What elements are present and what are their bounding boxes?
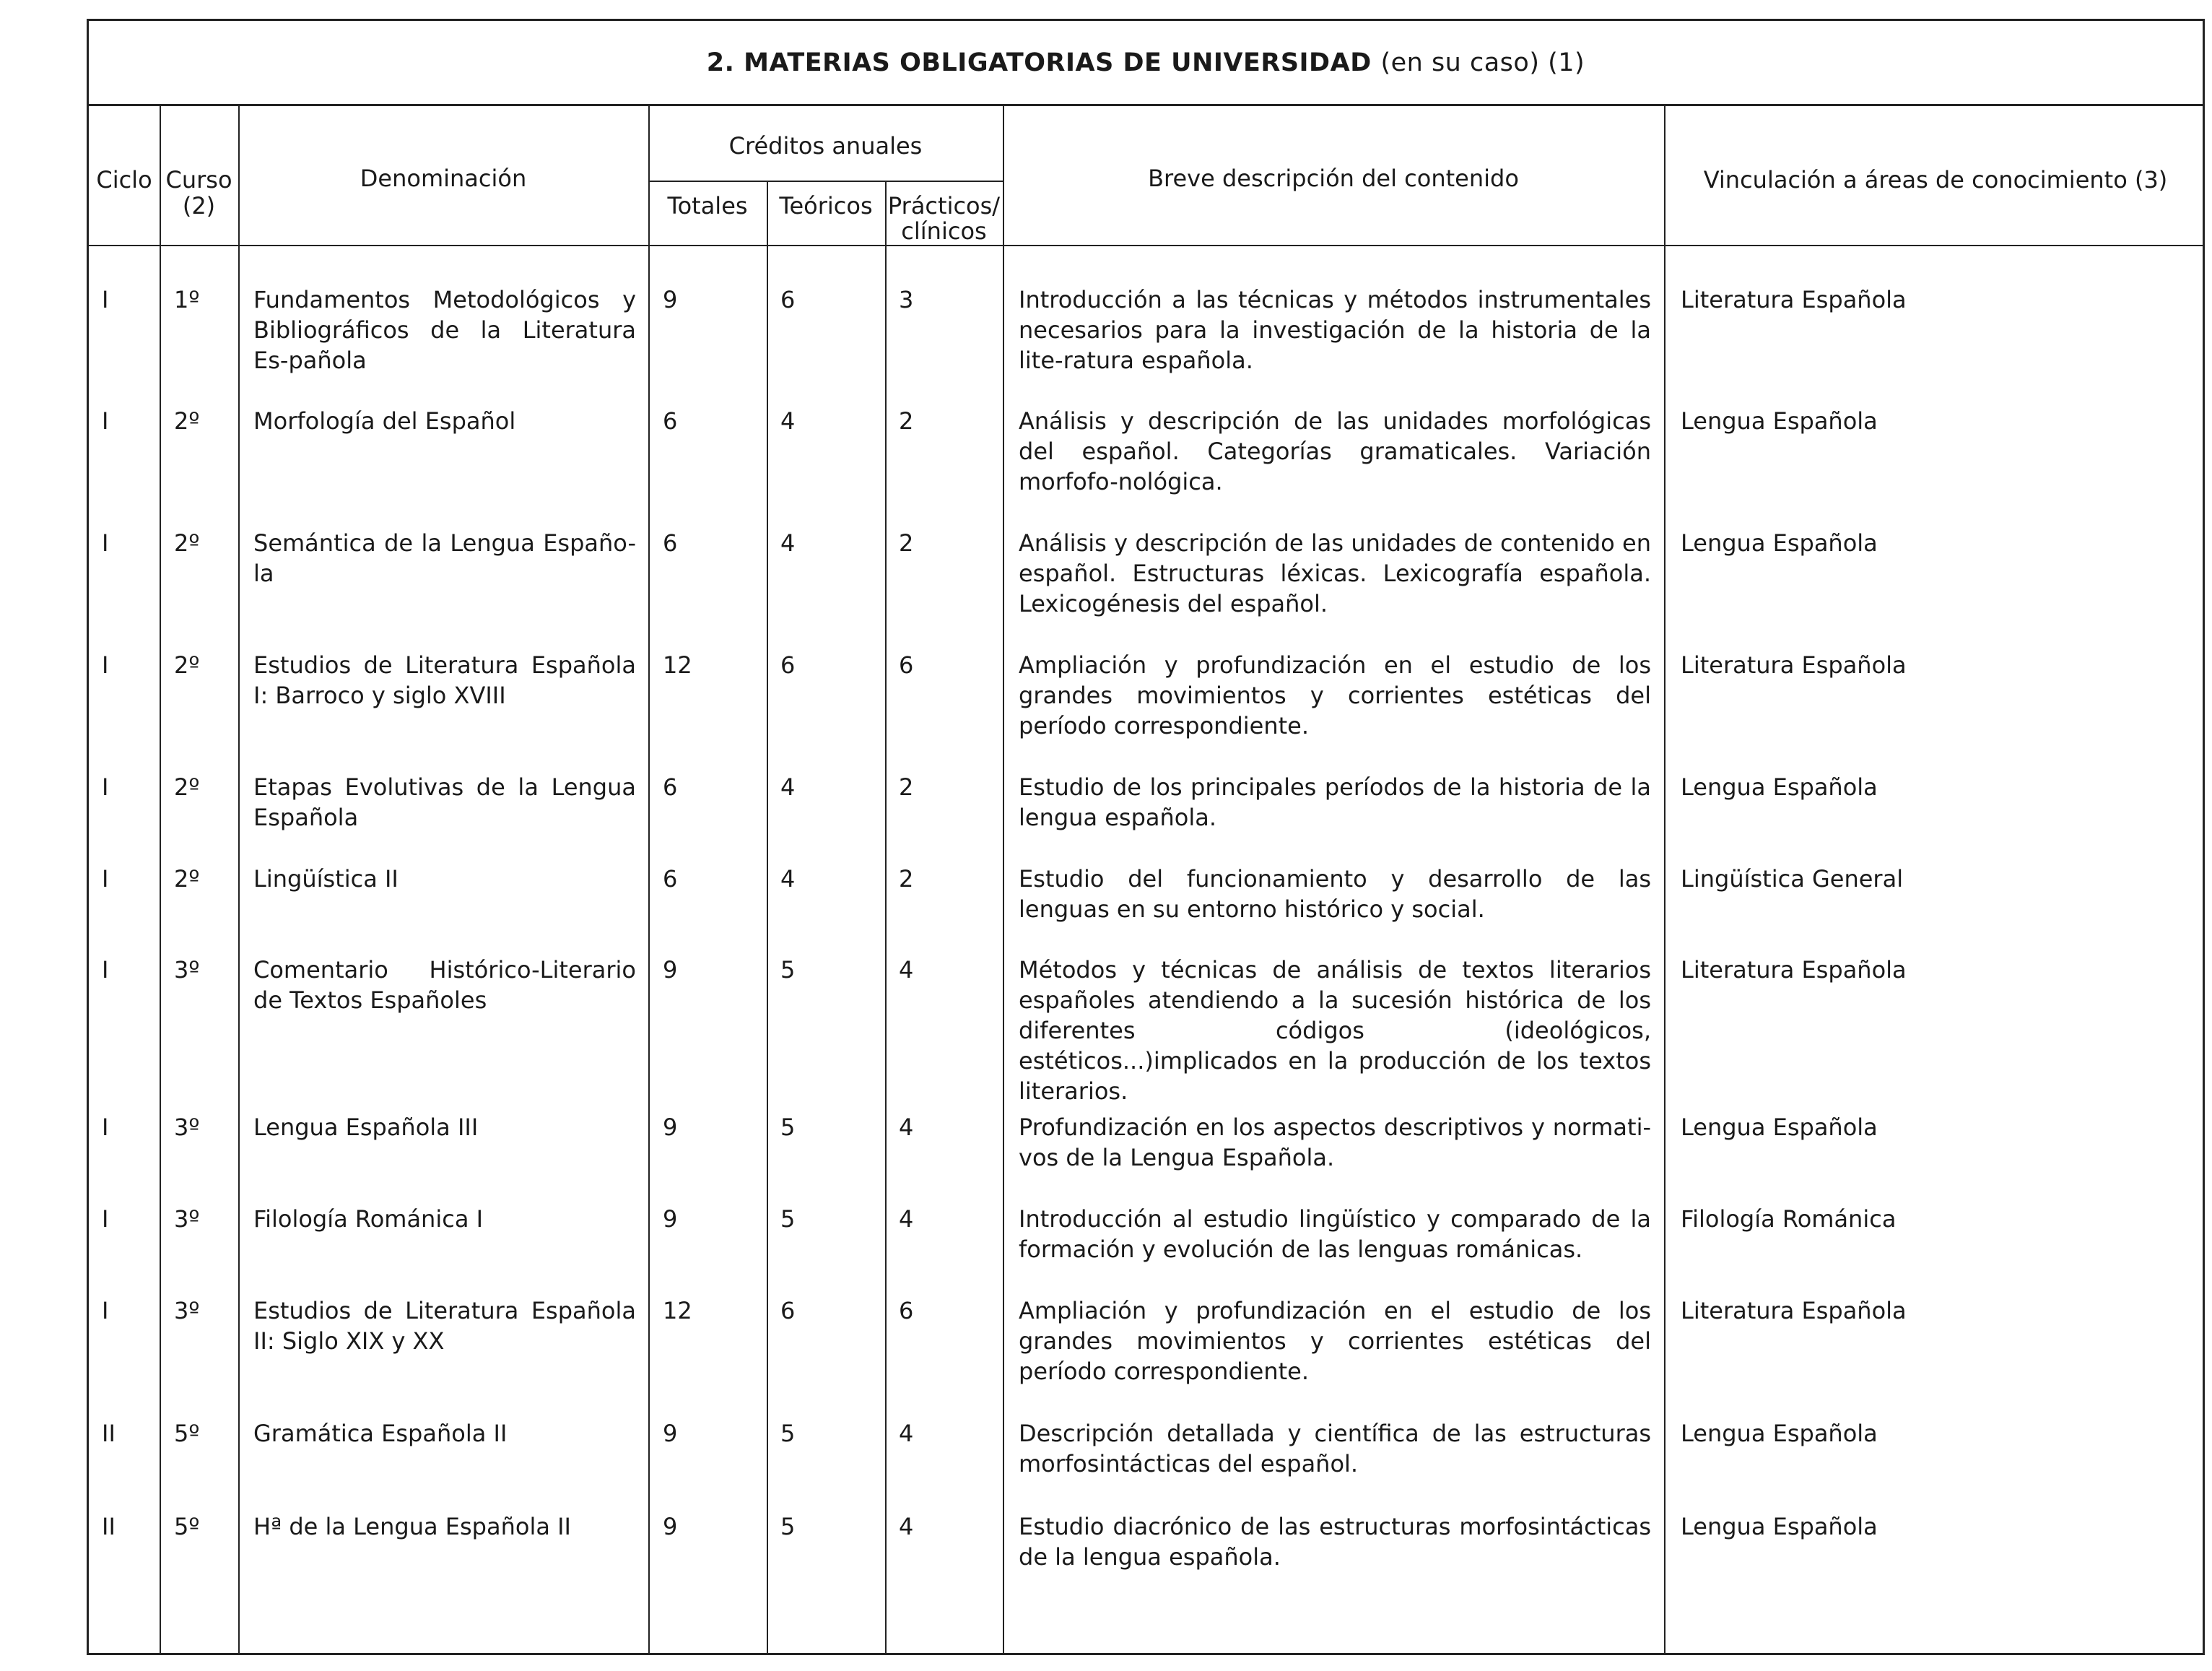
row-12-totales: 9 [663, 1513, 678, 1540]
header-bottom-rule [89, 245, 2203, 246]
row-6-descripcion: Estudio del funcionamiento y desarrollo de las lenguas en su entorno histórico y social. [1019, 865, 1651, 923]
header-teoricos: Teóricos [779, 192, 873, 220]
row-10-practicos: 6 [899, 1297, 914, 1324]
row-2-teoricos: 4 [780, 407, 796, 435]
row-9-ciclo: I [102, 1205, 109, 1233]
row-9-curso: 3º [174, 1205, 200, 1233]
header-totales: Totales [667, 192, 748, 220]
row-3-descripcion: Análisis y descripción de las unidades de contenido en español. Estructuras léxicas. Lexicografía española. Lexicogénesis del español. [1019, 529, 1651, 617]
row-6-teoricos: 4 [780, 865, 796, 893]
row-8-descripcion: Profundización en los aspectos descriptivos y normati-vos de la Lengua Española. [1019, 1114, 1651, 1171]
row-3-denominacion: Semántica de la Lengua Españo-la [253, 529, 636, 587]
header-descripcion: Breve descripción del contenido [1148, 165, 1519, 192]
row-6-area: Lingüística General [1681, 865, 1904, 893]
row-12-ciclo: II [102, 1513, 116, 1540]
row-4-denominacion: Estudios de Literatura Española I: Barroco y siglo XVIII [253, 651, 636, 709]
table-title [89, 21, 2203, 106]
row-3-area: Lengua Española [1681, 529, 1878, 557]
row-6-curso: 2º [174, 865, 200, 893]
row-8-denominacion: Lengua Española III [253, 1114, 479, 1141]
row-1-descripcion: Introducción a las técnicas y métodos instrumentales necesarios para la investigación de la historia de la lite-ratura española. [1019, 286, 1651, 374]
row-10-descripcion: Ampliación y profundización en el estudio de los grandes movimientos y corrientes estéticas del período correspondiente. [1019, 1297, 1651, 1385]
row-11-curso: 5º [174, 1420, 200, 1447]
row-8-area: Lengua Española [1681, 1114, 1878, 1141]
row-3-practicos: 2 [899, 529, 914, 557]
row-7-curso: 3º [174, 956, 200, 984]
row-5-teoricos: 4 [780, 773, 796, 801]
row-9-teoricos: 5 [780, 1205, 796, 1233]
row-10-totales: 12 [663, 1297, 692, 1324]
row-3-curso: 2º [174, 529, 200, 557]
row-11-area: Lengua Española [1681, 1420, 1878, 1447]
row-6-totales: 6 [663, 865, 678, 893]
row-10-ciclo: I [102, 1297, 109, 1324]
row-12-practicos: 4 [899, 1513, 914, 1540]
row-7-descripcion: Métodos y técnicas de análisis de textos literarios españoles atendiendo a la sucesión histórica de los diferentes códigos (ideológicos, estéticos...)implicados en la producción de los textos literarios. [1019, 956, 1651, 1105]
row-2-denominacion: Morfología del Español [253, 407, 516, 435]
row-12-curso: 5º [174, 1513, 200, 1540]
title-suffix: (en su caso) (1) [1380, 48, 1585, 77]
row-11-teoricos: 5 [780, 1420, 796, 1447]
row-5-curso: 2º [174, 773, 200, 801]
row-10-curso: 3º [174, 1297, 200, 1324]
title-main: 2. MATERIAS OBLIGATORIAS DE UNIVERSIDAD [706, 48, 1372, 77]
row-1-denominacion: Fundamentos Metodológicos y Bibliográficos de la Literatura Es-pañola [253, 286, 636, 374]
row-11-totales: 9 [663, 1420, 678, 1447]
row-7-ciclo: I [102, 956, 109, 984]
creditos-subheader-rule [648, 181, 1003, 182]
header-clinicos: clínicos [901, 217, 987, 245]
header-curso: Curso [165, 166, 232, 194]
row-8-teoricos: 5 [780, 1114, 796, 1141]
col-divider [885, 181, 887, 1653]
row-4-practicos: 6 [899, 651, 914, 679]
row-9-totales: 9 [663, 1205, 678, 1233]
row-5-totales: 6 [663, 773, 678, 801]
row-5-ciclo: I [102, 773, 109, 801]
row-1-area: Literatura Española [1681, 286, 1907, 313]
row-2-ciclo: I [102, 407, 109, 435]
row-10-area: Literatura Española [1681, 1297, 1907, 1324]
header-creditos: Créditos anuales [728, 132, 923, 160]
row-10-teoricos: 6 [780, 1297, 796, 1324]
row-9-practicos: 4 [899, 1205, 914, 1233]
col-divider [1664, 104, 1665, 1653]
row-4-ciclo: I [102, 651, 109, 679]
row-5-denominacion: Etapas Evolutivas de la Lengua Española [253, 773, 636, 831]
row-8-curso: 3º [174, 1114, 200, 1141]
row-2-descripcion: Análisis y descripción de las unidades morfológicas del español. Categorías gramaticales. Variación morfofo-nológica. [1019, 407, 1651, 495]
document-table [87, 19, 2205, 1655]
row-4-area: Literatura Española [1681, 651, 1907, 679]
row-11-descripcion: Descripción detallada y científica de las estructuras morfosintácticas del español. [1019, 1420, 1651, 1477]
col-divider [160, 104, 161, 1653]
header-denominacion: Denominación [360, 165, 527, 192]
row-8-totales: 9 [663, 1114, 678, 1141]
row-3-totales: 6 [663, 529, 678, 557]
row-10-denominacion: Estudios de Literatura Española II: Siglo XIX y XX [253, 1297, 636, 1355]
row-4-descripcion: Ampliación y profundización en el estudio de los grandes movimientos y corrientes estéticas del período correspondiente. [1019, 651, 1651, 739]
row-2-totales: 6 [663, 407, 678, 435]
row-6-practicos: 2 [899, 865, 914, 893]
row-8-practicos: 4 [899, 1114, 914, 1141]
row-4-curso: 2º [174, 651, 200, 679]
row-6-ciclo: I [102, 865, 109, 893]
row-2-practicos: 2 [899, 407, 914, 435]
row-5-area: Lengua Española [1681, 773, 1878, 801]
row-7-totales: 9 [663, 956, 678, 984]
row-7-practicos: 4 [899, 956, 914, 984]
row-1-curso: 1º [174, 286, 200, 313]
row-1-totales: 9 [663, 286, 678, 313]
row-6-denominacion: Lingüística II [253, 865, 399, 893]
header-vinculacion: Vinculación a áreas de conocimiento (3) [1703, 166, 2168, 194]
col-divider [767, 181, 768, 1653]
col-divider [238, 104, 240, 1653]
row-9-denominacion: Filología Románica I [253, 1205, 484, 1233]
row-1-practicos: 3 [899, 286, 914, 313]
row-3-ciclo: I [102, 529, 109, 557]
row-12-area: Lengua Española [1681, 1513, 1878, 1540]
row-1-teoricos: 6 [780, 286, 796, 313]
row-4-totales: 12 [663, 651, 692, 679]
col-divider [1003, 104, 1004, 1653]
header-practicos: Prácticos/ [887, 192, 1001, 220]
row-1-ciclo: I [102, 286, 109, 313]
row-12-descripcion: Estudio diacrónico de las estructuras morfosintácticas de la lengua española. [1019, 1513, 1651, 1571]
row-7-teoricos: 5 [780, 956, 796, 984]
row-11-ciclo: II [102, 1420, 116, 1447]
row-12-teoricos: 5 [780, 1513, 796, 1540]
row-9-descripcion: Introducción al estudio lingüístico y comparado de la formación y evolución de las lenguas románicas. [1019, 1205, 1651, 1263]
row-2-area: Lengua Española [1681, 407, 1878, 435]
row-11-practicos: 4 [899, 1420, 914, 1447]
row-4-teoricos: 6 [780, 651, 796, 679]
row-2-curso: 2º [174, 407, 200, 435]
row-5-practicos: 2 [899, 773, 914, 801]
row-3-teoricos: 4 [780, 529, 796, 557]
row-9-area: Filología Románica [1681, 1205, 1897, 1233]
row-11-denominacion: Gramática Española II [253, 1420, 508, 1447]
row-7-area: Literatura Española [1681, 956, 1907, 984]
col-divider [648, 104, 650, 1653]
header-ciclo: Ciclo [96, 166, 152, 194]
row-5-descripcion: Estudio de los principales períodos de la historia de la lengua española. [1019, 773, 1651, 831]
header-curso-note: (2) [182, 192, 216, 220]
row-12-denominacion: Hª de la Lengua Española II [253, 1513, 571, 1540]
row-8-ciclo: I [102, 1114, 109, 1141]
row-7-denominacion: Comentario Histórico-Literario de Textos Españoles [253, 956, 636, 1014]
